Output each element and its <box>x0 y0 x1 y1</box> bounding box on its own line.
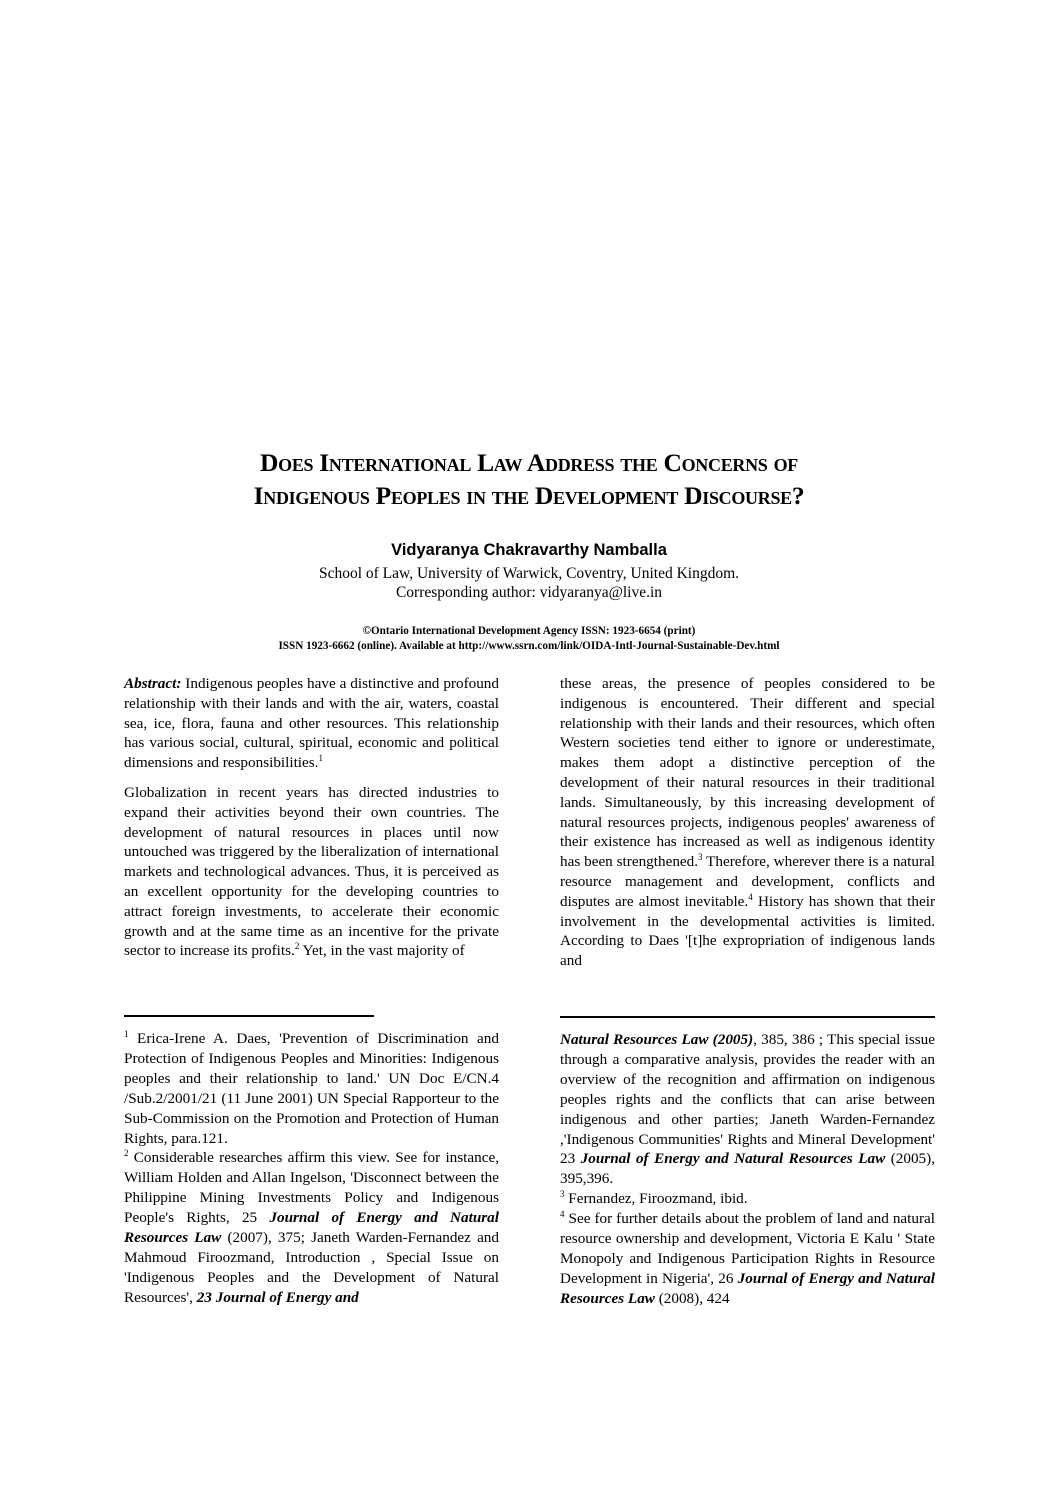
footnotes-left <box>124 1029 499 1308</box>
body-paragraph <box>124 783 499 961</box>
body-text-b: these areas, the presence of peoples considered to be indigenous is encountered. Their different and special relationship with their lands and their resources, which often Western societies tend either to ignore or underestimate, makes them adopt a distinctive perception of the development of their natural resources in their traditional lands. Simultaneously, by this increasing development of natural resources projects, indigenous peoples' awareness of their existence has increased as well as indigenous identity has been strengthened. <box>560 675 935 871</box>
footnote-3-text: Fernandez, Firoozmand, ibid. <box>564 1190 748 1208</box>
footnote-1-text: Erica-Irene A. Daes, 'Prevention of Discrimination and Protection of Indigenous Peoples and Minorities: Indigenous peoples and their relationship to land.' UN Doc E/CN.4 /Sub.2/2001/21 (11 June 2001) UN Special Rapporteur to the Sub-Commission on the Promotion and Protection of Human Rights, para.121. <box>124 1030 499 1147</box>
footnote-2-journal-2b: Natural Resources Law (2005) <box>560 1031 754 1048</box>
abstract-paragraph <box>124 674 499 773</box>
body-text-c: Therefore, wherever there is a natural resource management and development, conflicts and disputes are almost inevitable. <box>560 853 936 910</box>
abstract-label: Abstract: <box>124 675 182 692</box>
footnote-2-journal-3: Journal of Energy and Natural Resources Law <box>580 1150 886 1168</box>
footnote-2-text-b: (2007), 375; Janeth Warden-Fernandez and Mahmoud Firoozmand, Introduction , Special Issue on 'Indigenous Peoples and the Development of Natural Resources', <box>124 1229 499 1306</box>
footnote-2-journal-1: Journal of Energy and Natural Resources Law <box>124 1209 499 1247</box>
footnote-4-text-b: (2008), 424 <box>654 1289 730 1307</box>
body-text-d: History has shown that their involvement in the developmental activities is limited. According to Daes '[t]he expropriation of indigenous lands and <box>560 892 936 970</box>
abstract-text: Indigenous peoples have a distinctive and profound relationship with their lands and with the air, waters, coastal sea, ice, flora, fauna and other resources. This relationship has various social, cultural, spiritual, economic and political dimensions and responsibilities. <box>124 675 499 772</box>
footnote-2-text-a: Considerable researches affirm this view. See for instance, William Holden and Allan Ingelson, 'Disconnect between the Philippine Mining Investments Policy and Indigenous People's Rights, 25 <box>124 1149 499 1227</box>
publication-line-1: ©Ontario International Development Agency ISSN: 1923-6654 (print) <box>362 625 696 637</box>
footnote-ref-3[interactable]: 3 <box>698 852 703 863</box>
footnotes-right <box>560 1030 935 1309</box>
publication-line-2: ISSN 1923-6662 (online). Available at http://www.ssrn.com/link/OIDA-Intl-Journal-Sustainable-Dev.html <box>278 640 780 652</box>
footnote-2-journal-2a: 23 Journal of Energy and <box>196 1288 359 1306</box>
footnote-1 <box>124 1029 499 1148</box>
title-line-1: Does International Law Address the Concerns of <box>260 448 798 477</box>
footnote-2-number: 2 <box>124 1148 129 1159</box>
footnote-separator-left <box>124 1015 374 1017</box>
author-affiliation: School of Law, University of Warwick, Coventry, United Kingdom. <box>318 565 740 582</box>
footnote-4-number: 4 <box>560 1209 565 1220</box>
footnote-2-continued <box>560 1030 935 1189</box>
footnote-4 <box>560 1209 935 1309</box>
title-line-2: Indigenous Peoples in the Development Discourse? <box>253 481 805 510</box>
footnote-ref-2[interactable]: 2 <box>294 941 300 952</box>
footnote-ref-4[interactable]: 4 <box>748 891 753 902</box>
author-name: Vidyaranya Chakravarthy Namballa <box>391 541 667 559</box>
body-column-right <box>560 674 935 971</box>
body-text-a: Globalization in recent years has directed industries to expand their activities beyond their own countries. The development of natural resources in places until now untouched was triggered by the liberalization of international markets and technological advances. Thus, it is perceived as an excellent opportunity for the developing countries to attract foreign investments, to accelerate their economic growth and at the same time as an incentive for the private sector to increase its profits. <box>124 783 499 960</box>
corresponding-author: Corresponding author: vidyaranya@live.in <box>395 584 663 601</box>
footnote-2-text-d: (2005), 395,396. <box>560 1150 936 1188</box>
author-affiliation-block <box>0 564 1058 602</box>
footnote-ref-1[interactable]: 1 <box>318 753 323 764</box>
footnote-2 <box>124 1148 499 1307</box>
paper-title <box>0 446 1058 512</box>
body-text-b-left: Yet, in the vast majority of <box>299 942 465 960</box>
footnote-3 <box>560 1189 935 1209</box>
body-column-left <box>124 674 499 961</box>
publication-info <box>0 624 1058 654</box>
body-paragraph-continued <box>560 674 935 971</box>
footnote-1-number: 1 <box>124 1029 129 1039</box>
footnote-4-text-a: See for further details about the problem of land and natural resource ownership and development, Victoria E Kalu ' State Monopoly and Indigenous Participation Rights in Resource Development in Nigeria', 26 <box>560 1210 935 1287</box>
footnote-separator-right <box>560 1016 935 1018</box>
footnote-4-journal: Journal of Energy and Natural Resources Law <box>560 1269 935 1307</box>
footnote-2-text-c: , 385, 386 ; This special issue through a comparative analysis, provides the reader with an overview of the recognition and affirmation on indigenous peoples rights and the conflicts that can arise between indigenous and other parties; Janeth Warden-Fernandez ,'Indigenous Communities' Rights and Mineral Development' 23 <box>560 1031 935 1168</box>
footnote-3-number: 3 <box>560 1189 565 1200</box>
